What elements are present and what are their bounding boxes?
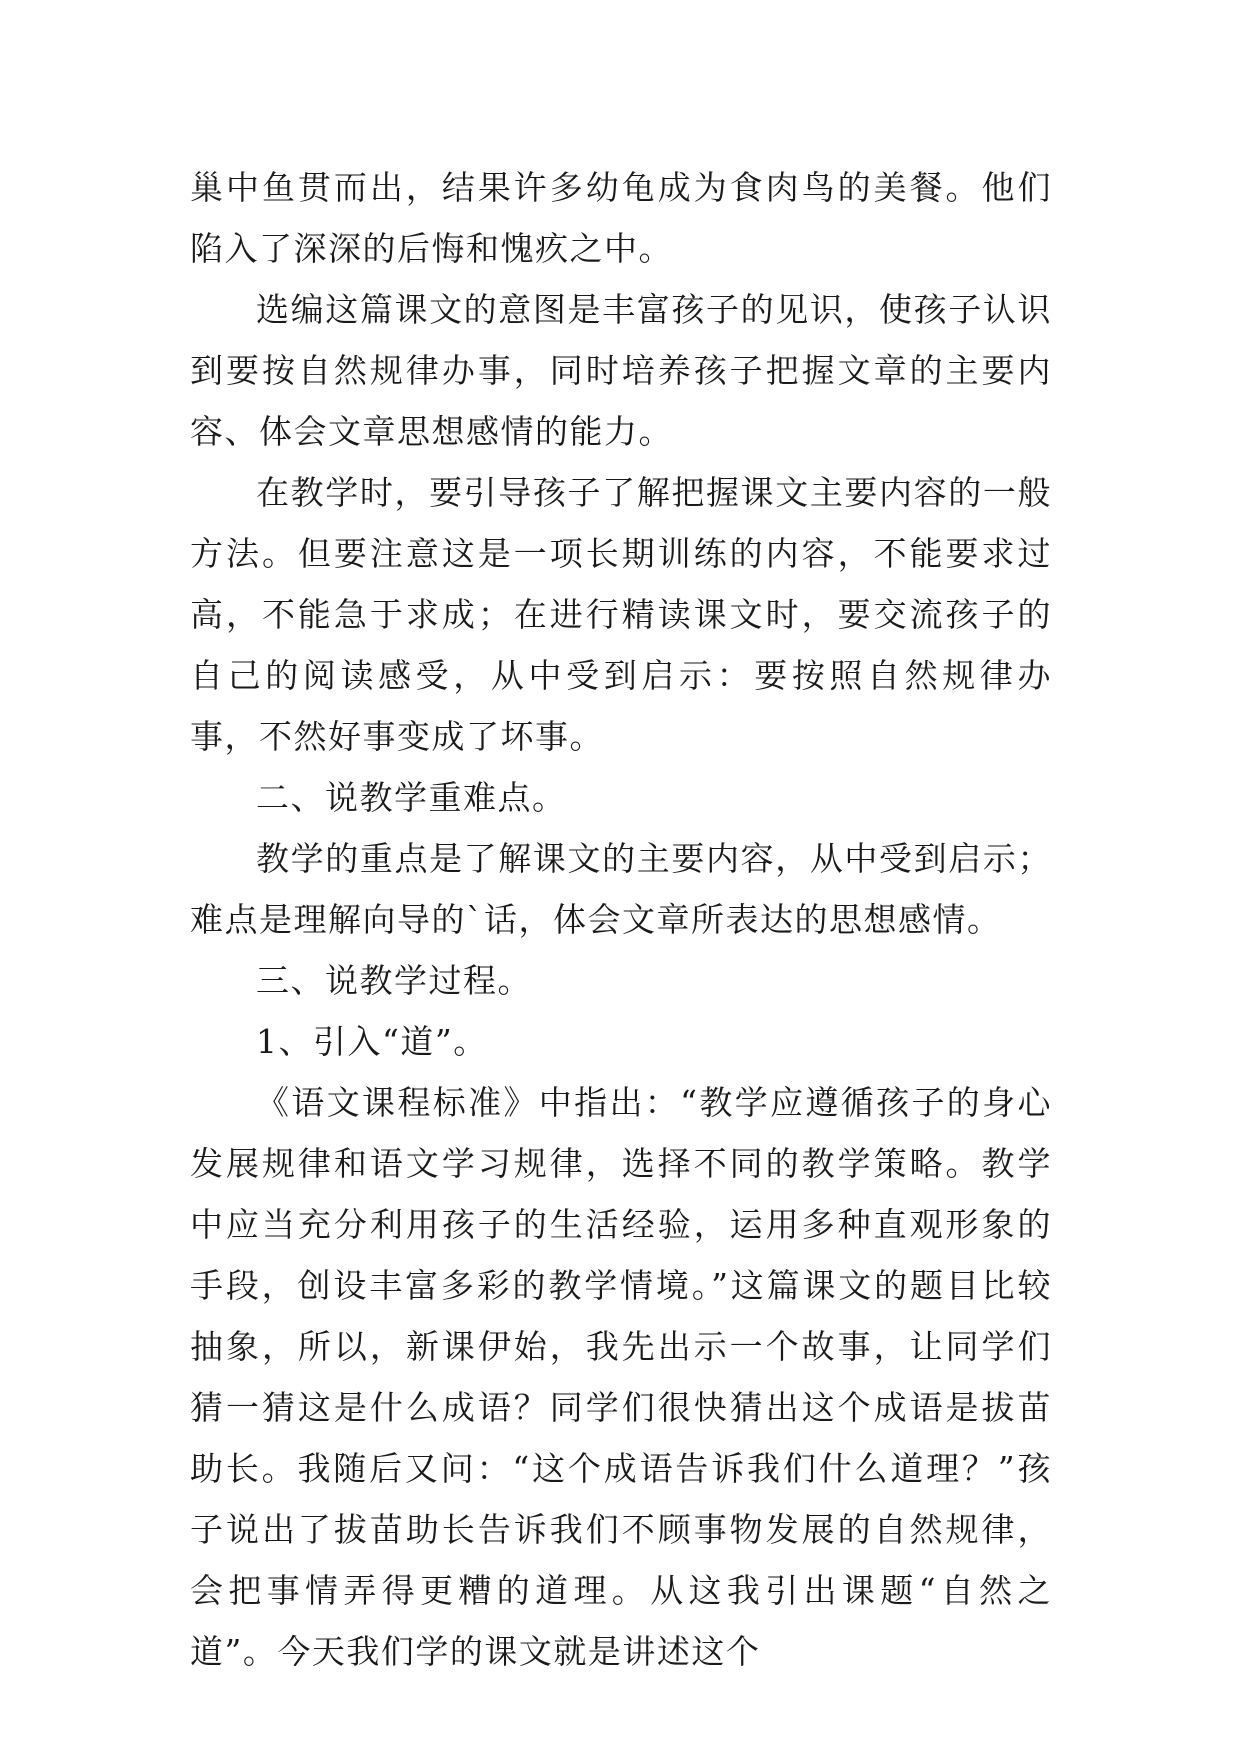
paragraph-3: 在教学时，要引导孩子了解把握课文主要内容的一般方法。但要注意这是一项长期训练的内容，不能要求过高，不能急于求成；在进行精读课文时，要交流孩子的自己的阅读感受，从中受到启示：要按照自然规律办事，不然好事变成了坏事。: [190, 473, 1052, 756]
subsection-heading-1: 1、引入“道”。: [256, 1022, 488, 1061]
paragraph-5: 教学的重点是了解课文的主要内容，从中受到启示；难点是理解向导的`话，体会文章所表达的思想感情。: [190, 839, 1052, 939]
section-heading-2: 二、说教学重难点。: [256, 778, 567, 817]
document-body: [190, 157, 1052, 1682]
paragraph-1: 巢中鱼贯而出，结果许多幼龟成为食肉鸟的美餐。他们陷入了深深的后悔和愧疚之中。: [190, 168, 1052, 268]
paragraph-2: 选编这篇课文的意图是丰富孩子的见识，使孩子认识到要按自然规律办事，同时培养孩子把握文章的主要内容、体会文章思想感情的能力。: [190, 290, 1052, 451]
paragraph-8: 《语文课程标准》中指出：“教学应遵循孩子的身心发展规律和语文学习规律，选择不同的教学策略。教学中应当充分利用孩子的生活经验，运用多种直观形象的手段，创设丰富多彩的教学情境。”这篇课文的题目比较抽象，所以，新课伊始，我先出示一个故事，让同学们猜一猜这是什么成语？同学们很快猜出这个成语是拔苗助长。我随后又问：“这个成语告诉我们什么道理？”孩子说出了拔苗助长告诉我们不顾事物发展的自然规律，会把事情弄得更糟的道理。从这我引出课题“自然之道”。今天我们学的课文就是讲述这个: [190, 1083, 1052, 1671]
section-heading-3: 三、说教学过程。: [256, 961, 532, 1000]
